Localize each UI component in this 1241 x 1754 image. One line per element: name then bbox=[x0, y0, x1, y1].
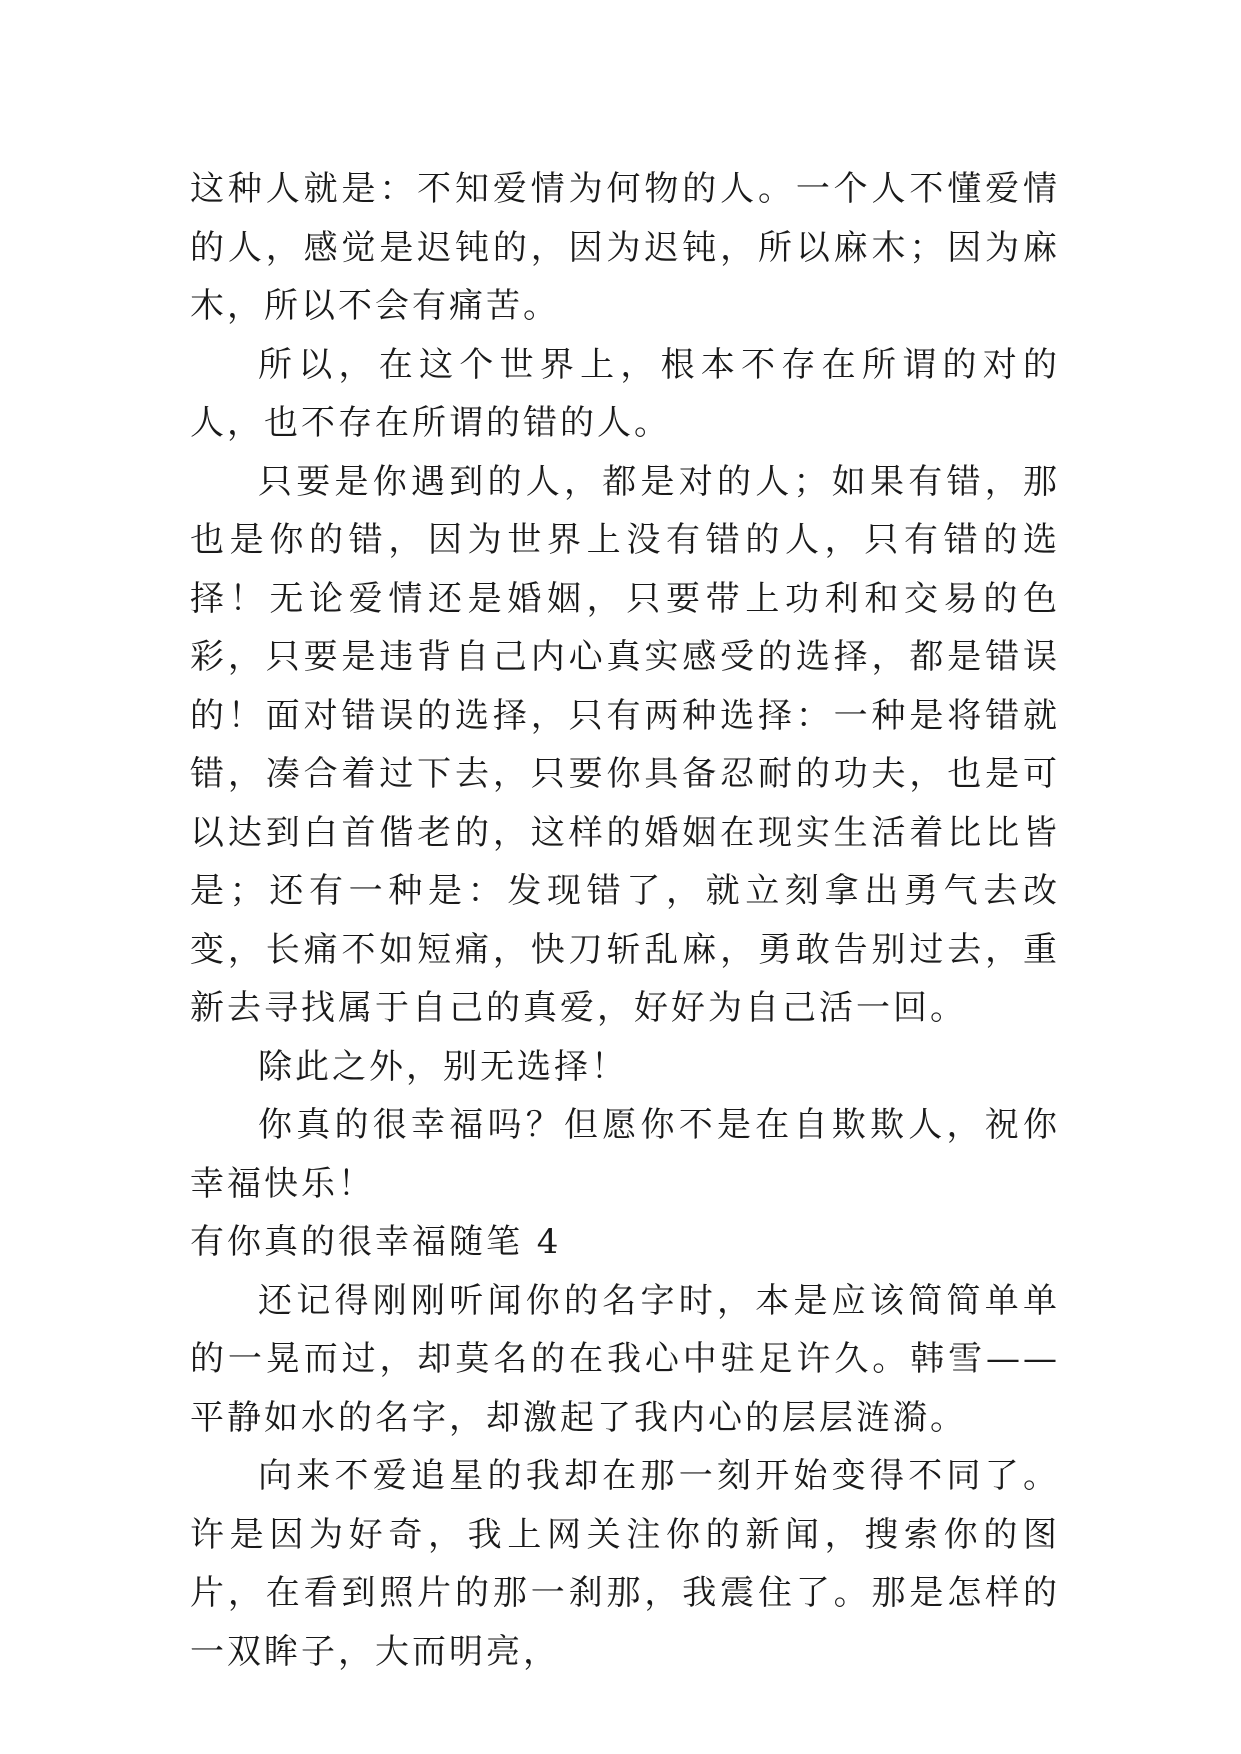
paragraph-7: 向来不爱追星的我却在那一刻开始变得不同了。许是因为好奇，我上网关注你的新闻，搜索你的图片，在看到照片的那一刹那，我震住了。那是怎样的一双眸子，大而明亮， bbox=[190, 1456, 1060, 1672]
paragraph-5: 你真的很幸福吗？但愿你不是在自欺欺人，祝你幸福快乐！ bbox=[190, 1105, 1060, 1204]
document-body bbox=[190, 160, 1060, 1681]
paragraph-1: 这种人就是：不知爱情为何物的人。一个人不懂爱情的人，感觉是迟钝的，因为迟钝，所以麻木；因为麻木，所以不会有痛苦。 bbox=[190, 169, 1060, 326]
section-heading: 有你真的很幸福随笔 4 bbox=[190, 1222, 562, 1262]
paragraph-6: 还记得刚刚听闻你的名字时，本是应该简简单单的一晃而过，却莫名的在我心中驻足许久。韩雪——平静如水的名字，却激起了我内心的层层涟漪。 bbox=[190, 1280, 1060, 1438]
paragraph-3: 只要是你遇到的人，都是对的人；如果有错，那也是你的错，因为世界上没有错的人，只有错的选择！无论爱情还是婚姻，只要带上功利和交易的色彩，只要是违背自己内心真实感受的选择，都是错误的！面对错误的选择，只有两种选择：一种是将错就错，凑合着过下去，只要你具备忍耐的功夫，也是可以达到白首偕老的，这样的婚姻在现实生活着比比皆是；还有一种是：发现错了，就立刻拿出勇气去改变，长痛不如短痛，快刀斩乱麻，勇敢告别过去，重新去寻找属于自己的真爱，好好为自己活一回。 bbox=[190, 461, 1060, 1028]
paragraph-2: 所以，在这个世界上，根本不存在所谓的对的人，也不存在所谓的错的人。 bbox=[190, 344, 1060, 443]
paragraph-4: 除此之外，别无选择！ bbox=[258, 1046, 628, 1087]
